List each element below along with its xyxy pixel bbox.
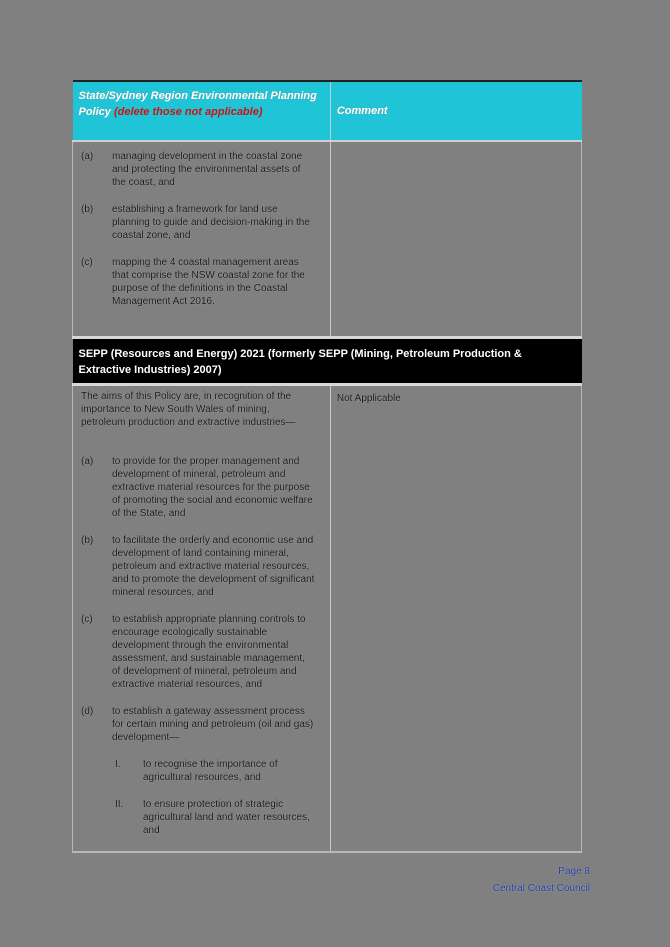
- sub-item-label: II.: [115, 799, 124, 810]
- item-label: (a): [81, 456, 94, 467]
- item-text: establishing a framework for land use planning to guide and decision-making in the coastal zone, and: [112, 204, 310, 241]
- sub-item-text: to recognise the importance of agricultural resources, and: [143, 759, 278, 783]
- item-text: managing development in the coastal zone and protecting the environmental assets of the coast, and: [112, 151, 303, 188]
- coastal-comment-cell[interactable]: [330, 141, 581, 338]
- item-text: to establish appropriate planning controls to encourage ecologically sustainable development through the environmental assessment, and sustainable management, of development of mineral, petroleum and extractive material resources, and: [112, 614, 306, 690]
- header-comment-cell: [330, 81, 581, 141]
- header-policy-note: (delete those not applicable): [113, 106, 263, 118]
- item-label: (b): [81, 535, 94, 546]
- item-label: (b): [81, 204, 94, 215]
- item-label: (d): [81, 706, 94, 717]
- list-item: [79, 613, 322, 691]
- page-number: Page 8: [558, 866, 590, 877]
- item-label: (a): [81, 151, 94, 162]
- header-policy-cell: [73, 81, 331, 141]
- item-label: (c): [81, 257, 93, 268]
- organisation-name: Central Coast Council: [492, 883, 590, 894]
- sub-item-text: to ensure protection of strategic agricultural land and water resources, and: [143, 799, 310, 836]
- list-item: [79, 705, 322, 744]
- planning-policy-table: [72, 80, 582, 853]
- list-item: [79, 203, 322, 242]
- list-item: [79, 150, 322, 189]
- comment-text: Not Applicable: [336, 393, 401, 404]
- coastal-aims-cell: [73, 141, 331, 338]
- item-text: mapping the 4 coastal management areas that comprise the NSW coastal zone for the purpose of the definitions in the Coastal Management Act 2016.: [112, 257, 305, 307]
- item-text: to facilitate the orderly and economic use and development of land containing mineral, petroleum and extractive material resources, and to promote the development of significant mineral resources, and: [112, 535, 315, 598]
- item-text: to establish a gateway assessment process for certain mining and petroleum (oil and gas) development—: [112, 706, 314, 743]
- table-header-row: [73, 81, 582, 141]
- table-row: [73, 141, 582, 338]
- header-comment-label: Comment: [336, 105, 388, 117]
- item-label: (c): [81, 614, 93, 625]
- section-title: SEPP (Resources and Energy) 2021 (formerly SEPP (Mining, Petroleum Production & Extractive Industries) 2007): [73, 338, 582, 385]
- list-item: [79, 534, 322, 599]
- item-text: to provide for the proper management and development of mineral, petroleum and extractive material resources for the purpose of promoting the social and economic welfare of the State, and: [112, 456, 313, 519]
- sub-item-label: I.: [115, 759, 121, 770]
- resources-comment-cell[interactable]: [330, 385, 581, 853]
- table-row: [73, 385, 582, 853]
- comment-text: [331, 142, 581, 154]
- header-policy-label: State/Sydney Region Environmental Planning Policy: [78, 90, 317, 118]
- page-footer: [493, 863, 590, 897]
- sub-list-item: [79, 798, 322, 837]
- list-item: [79, 256, 322, 308]
- section-title-row: [73, 338, 582, 385]
- resources-aims-cell: [73, 385, 331, 853]
- aims-intro: The aims of this Policy are, in recognition of the importance to New South Wales of mining, petroleum production and extractive industries—: [81, 391, 296, 428]
- sub-list-item: [79, 758, 322, 784]
- list-item: [79, 455, 322, 520]
